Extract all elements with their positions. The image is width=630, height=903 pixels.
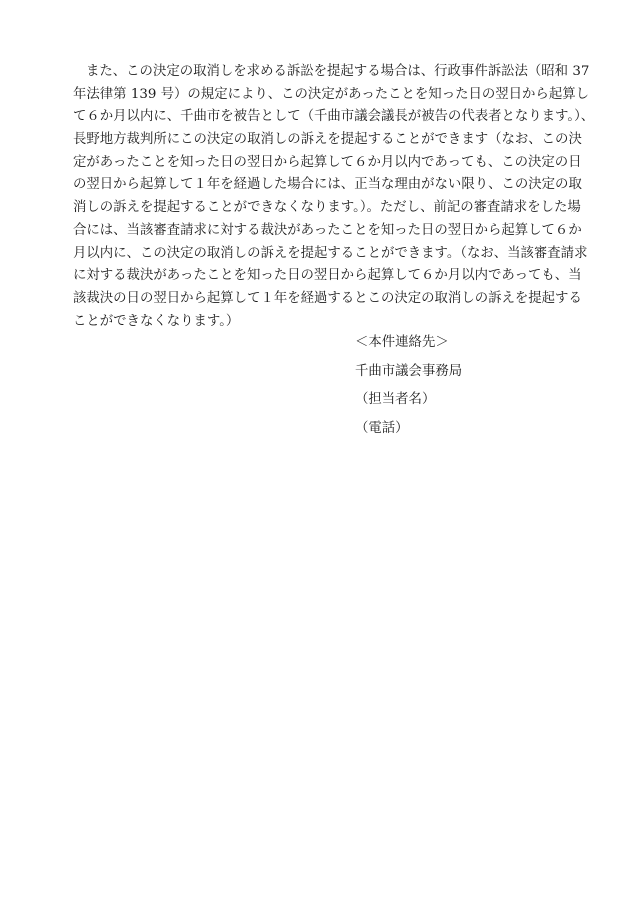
contact-person-label: （担当者名）: [355, 392, 436, 408]
paragraph-line: 年法律第 139 号）の規定により、この決定があったことを知った日の翌日から起算し: [73, 86, 589, 102]
paragraph-line: ことができなくなります。）: [73, 313, 240, 329]
paragraph-line: また、この決定の取消しを求める訴訟を提起する場合は、行政事件訴訟法（昭和 37: [86, 64, 590, 79]
paragraph-line: 定があったことを知った日の翌日から起算して６か月以内であっても、この決定の日: [73, 154, 582, 170]
paragraph-line: に対する裁決があったことを知った日の翌日から起算して６か月以内であっても、当: [73, 268, 582, 284]
paragraph-line: 該裁決の日の翌日から起算して１年を経過するとこの決定の取消しの訴えを提起する: [73, 290, 582, 306]
contact-phone-label: （電話）: [355, 420, 409, 436]
paragraph-line: 月以内に、この決定の取消しの訴えを提起することができます。（なお、当該審査請求: [73, 245, 588, 261]
contact-block: [355, 332, 462, 446]
paragraph-line: の翌日から起算して１年を経過した場合には、正当な理由がない限り、この決定の取: [73, 177, 582, 193]
contact-heading: ＜本件連絡先＞: [355, 335, 449, 350]
paragraph-line: 長野地方裁判所にこの決定の取消しの訴えを提起することができます（なお、この決: [73, 132, 582, 148]
paragraph-line: 合には、当該審査請求に対する裁決があったことを知った日の翌日から起算して６か: [73, 222, 582, 238]
paragraph-line: 消しの訴えを提起することができなくなります。）。ただし、前記の審査請求をした場: [73, 200, 581, 216]
appeal-notice-paragraph: [73, 61, 595, 333]
paragraph-line: て６か月以内に、千曲市を被告として（千曲市議会議長が被告の代表者となります。）、: [73, 109, 595, 125]
contact-office: 千曲市議会事務局: [355, 363, 463, 379]
